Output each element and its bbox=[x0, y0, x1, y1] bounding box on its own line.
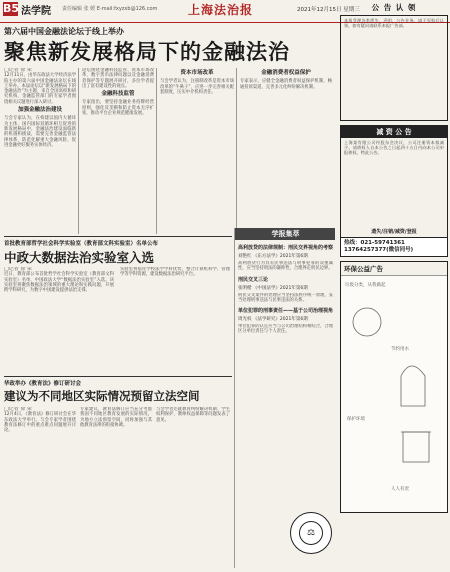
lead-subtitle: 金融科技监管 bbox=[101, 91, 135, 98]
ad-service-line: 遗失/注销/减资/登报 bbox=[371, 229, 417, 235]
lead-paragraph: 专家指出，要坚持金融业务持牌经营原则，强化反垄断和防止资本无序扩张，推动平台企业规范健康发展。 bbox=[82, 100, 154, 117]
announce-body: 本报受理各类遗失、声明、公告业务。请于见报后认领，如有疑问请联系本报广告部。 bbox=[344, 18, 444, 29]
column-divider bbox=[78, 68, 79, 234]
article3-column-3 bbox=[156, 407, 230, 567]
hotline: 热线：021-59741361 13764257377(微信同号) bbox=[341, 237, 447, 256]
article3-column-1 bbox=[4, 407, 76, 567]
earth-icon bbox=[353, 308, 381, 336]
paper-name: 上海法治报 bbox=[188, 3, 254, 17]
lead-paragraph: 与会学者认为，注册制改革是资本市场改革的“牛鼻子”，应进一步完善相关配套制度，压实中介机构责任。 bbox=[160, 79, 234, 95]
digest-item-meta: 周光权 《法学研究》2021年第6期 bbox=[238, 317, 308, 323]
article3-paragraph: 与会学者还就教育纠纷解决机制、学生权利保护、教师权益保障等问题发表了意见。 bbox=[156, 407, 230, 423]
trash-bin-icon bbox=[403, 432, 429, 462]
lead-paragraph: 与会专家认为，在构建以国内大循环为主体、国内国际双循环相互促进的新发展格局中，金融法治建设面临新的机遇和挑战，需要完善金融监管法律体系，防范化解重大金融风险，促进金融更好服务实体经济。 bbox=[4, 116, 76, 148]
section-name: 法学院 bbox=[21, 6, 51, 17]
ad-title: 减 资 公 告 bbox=[341, 126, 447, 138]
announce-title: 公 告 认 领 bbox=[371, 3, 417, 12]
journal-digest-title: 学报集萃 bbox=[235, 228, 335, 240]
article3-headline: 建议为不同地区实际情况预留立法空间 bbox=[4, 389, 200, 403]
lead-headline: 聚焦新发展格局下的金融法治 bbox=[4, 40, 290, 64]
article2-column-1 bbox=[4, 267, 114, 373]
lead-column-3 bbox=[160, 68, 234, 234]
digest-item-body: 刑民交叉案件的处理应当坚持法秩序统一原理，妥当处理刑事违法与民事违法的关系。 bbox=[238, 292, 333, 303]
column-divider bbox=[156, 68, 157, 234]
lead-column-4 bbox=[240, 68, 332, 234]
lead-paragraph: 专家表示，应健全金融消费者权益保护机制，畅通投诉渠道，完善多元化纠纷解决机制。 bbox=[240, 79, 332, 90]
lead-subtitle: 加强金融法治建设 bbox=[17, 107, 62, 114]
lead-subtitle: 资本市场改革 bbox=[180, 70, 214, 76]
lead-sub-headline: 第六届中国金融法论坛于线上举办 bbox=[4, 27, 124, 36]
article2-column-2 bbox=[120, 267, 230, 373]
article3-column-2 bbox=[80, 407, 152, 567]
article2-kicker: 首批教育部哲学社会科学实验室（教育部文科实验室）名单公布 bbox=[4, 241, 159, 247]
article3-kicker: 华政举办《教育法》修订研讨会 bbox=[4, 381, 82, 387]
article2-headline: 中政大数据法治实验室入选 bbox=[4, 250, 155, 265]
section-rule bbox=[4, 236, 232, 237]
announce-box bbox=[340, 15, 448, 121]
digest-item bbox=[235, 276, 335, 304]
poster-caption: 人人有责 bbox=[391, 487, 409, 492]
ad-body: 上海某有限公司经股东会决议，公司注册资本拟减少。请债权人自本公告之日起四十五日内向本公司申报债权。特此公告。 bbox=[344, 140, 444, 156]
digest-item-meta: 刘艳红 《东方法学》2021年第6期 bbox=[238, 254, 308, 259]
poster-drawing bbox=[341, 276, 447, 512]
column-divider bbox=[236, 68, 237, 234]
digest-item bbox=[235, 244, 335, 272]
editor-line: 责任编辑 张 媛 E-mail:fxyzxb@126.com bbox=[62, 6, 158, 12]
digest-item-body: 单位犯罪的认定应当与公司治理结构相结合，合理区分单位责任与个人责任。 bbox=[238, 324, 333, 335]
public-service-ad bbox=[340, 261, 448, 513]
article2-paragraph: 实验室将依托学校法学学科优势，整合计算机科学、管理学等学科资源，建设数据法治研究平台。 bbox=[120, 267, 230, 278]
article3-byline: □记者 徐 荣 bbox=[4, 407, 32, 412]
article3-paragraph: 专家建议，教育法修订应当充分考虑我国不同地区教育发展的实际情况，为地方立法预留空间，同时加强与其他教育法律的衔接协调。 bbox=[80, 407, 152, 428]
right-ad-column bbox=[340, 2, 448, 570]
article3-paragraph: 12月4日，《教育法》修订研讨会在华东政法大学举行。与会专家学者围绕教育法修订中的重点难点问题展开讨论。 bbox=[4, 412, 76, 434]
lead-paragraph: 论坛围绕金融科技监管、资本市场改革、数字货币法律问题以及金融消费者保护等专题展开研讨，多位学者提出了富有建设性的观点。 bbox=[82, 68, 154, 89]
digest-item-body: 高利放贷行为具有民事违法与刑事犯罪的双重属性，应当坚持刑法的谦抑性，合理界定刑民边界。 bbox=[238, 261, 333, 272]
scales-of-justice-seal bbox=[290, 512, 332, 554]
lead-paragraph: 12月11日，由华东政法大学经济法学院主办的第六届中国金融法论坛在线上举办。本届论坛以“新发展格局下的金融法治”为主题，来自全国高校和研究机构、金融监管部门的专家学者围绕相关议题进行深入研讨。 bbox=[4, 73, 76, 105]
lead-column-2 bbox=[82, 68, 154, 234]
lead-byline: □记者 徐 荣 bbox=[4, 68, 32, 73]
digest-item bbox=[235, 307, 335, 335]
article2-paragraph: 近日，教育部公布首批哲学社会科学实验室（教育部文科实验室）名单，中国政法大学“数据法治实验室”入选。该实验室将聚焦数据法治领域的重大理论和实践问题，开展跨学科研究，为数字中国建设提供法治支撑。 bbox=[4, 272, 114, 294]
poster-title: 环保公益广告 bbox=[344, 265, 383, 273]
article2-byline: □记者 徐 荣 bbox=[4, 267, 32, 272]
page-number: B5 bbox=[3, 2, 20, 15]
lead-column-1 bbox=[4, 68, 76, 234]
section-rule bbox=[4, 376, 232, 377]
digest-item-title: 高利放贷的法律规制：刑民交界视角的考察 bbox=[238, 245, 334, 251]
issue-date: 2021年12月15日 星期三 bbox=[297, 7, 360, 13]
capital-reduction-ad bbox=[340, 125, 448, 257]
poster-caption: 节约用水 bbox=[391, 347, 409, 352]
lead-subtitle: 金融消费者权益保护 bbox=[261, 70, 311, 76]
water-drop-icon bbox=[401, 366, 425, 406]
poster-illustration bbox=[341, 275, 447, 512]
digest-item-title: 单位犯罪的刑事责任——基于公司治理视角 bbox=[238, 308, 334, 315]
scales-icon: ⚖ bbox=[299, 521, 323, 545]
digest-item-title: 刑民交叉三论 bbox=[238, 276, 269, 283]
main-area bbox=[2, 24, 335, 570]
digest-item-meta: 张明楷 《中国法学》2021年第6期 bbox=[238, 285, 308, 291]
poster-caption: 保护环境 bbox=[347, 417, 365, 422]
poster-caption: 垃圾分类，从我做起 bbox=[345, 283, 386, 288]
